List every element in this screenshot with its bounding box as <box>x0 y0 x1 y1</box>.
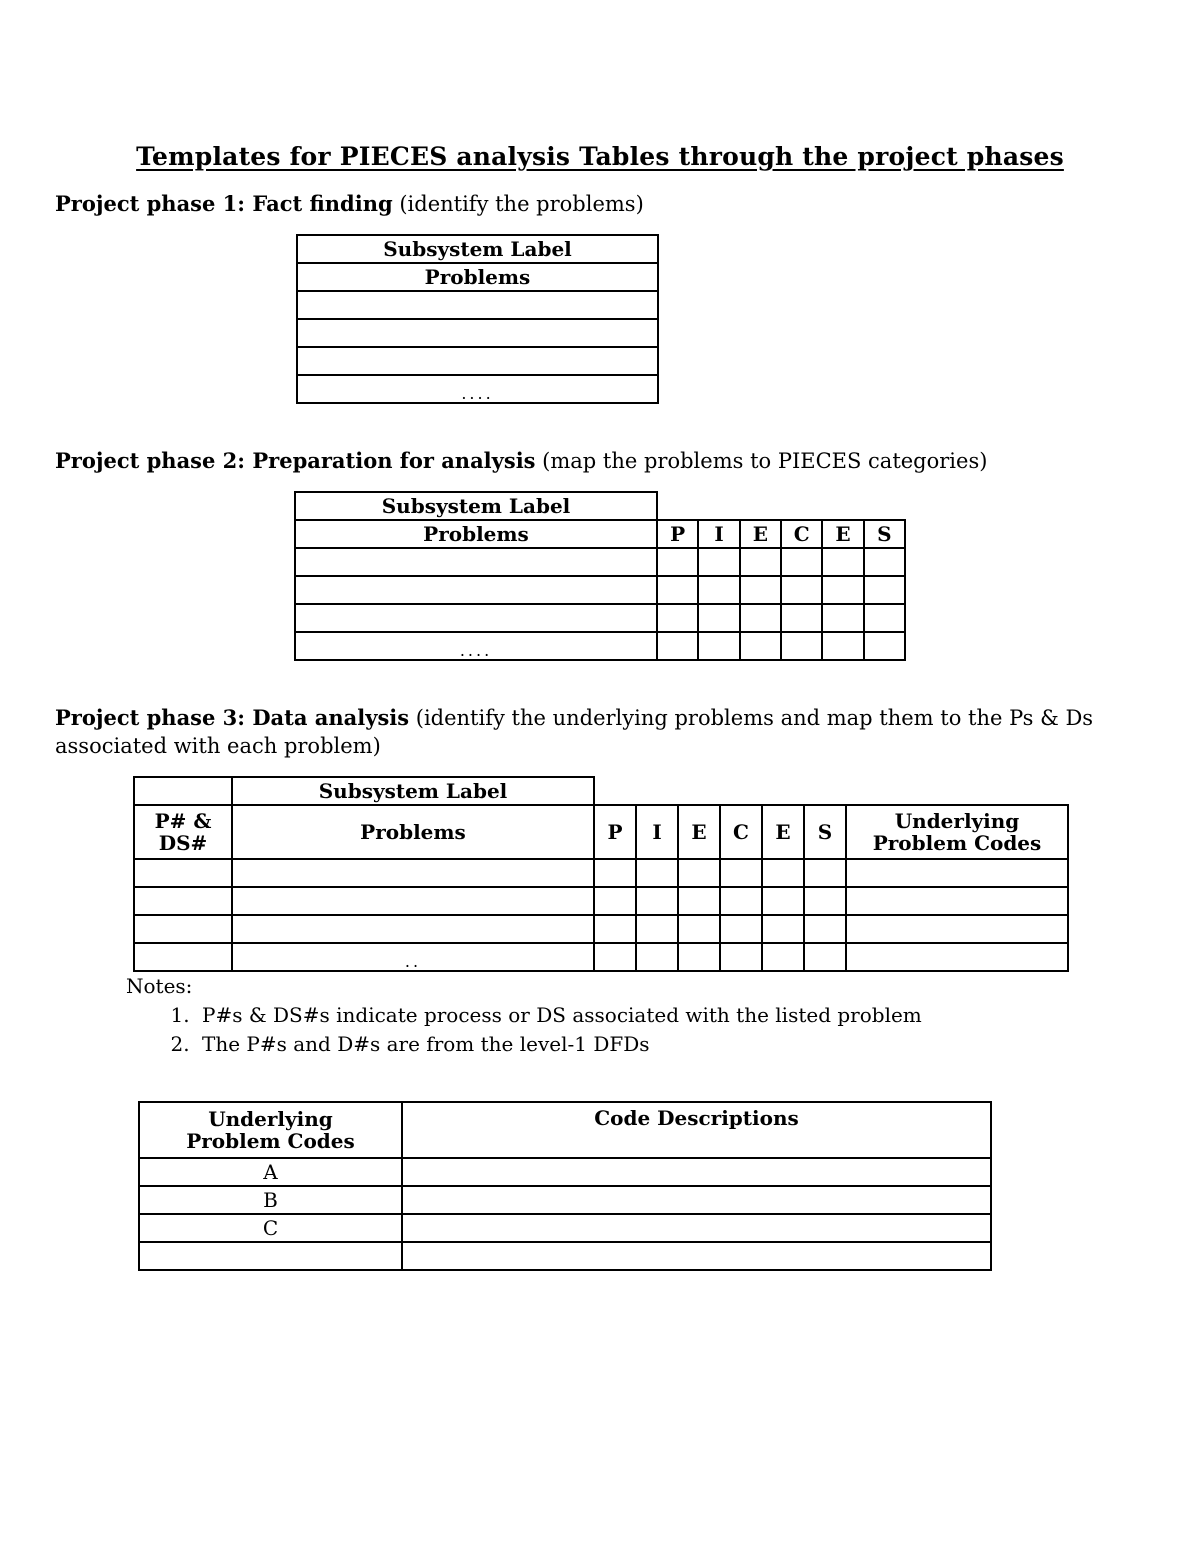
phase3-pds-cell[interactable] <box>134 943 232 971</box>
phase3-pds-header: P# & DS# <box>134 805 232 859</box>
page-title: Templates for PIECES analysis Tables through the project phases <box>136 142 1064 171</box>
code-description-cell[interactable] <box>402 1186 991 1214</box>
phase2-heading <box>55 447 987 475</box>
phase3-table <box>133 776 1069 972</box>
phase3-code-cell[interactable] <box>846 943 1068 971</box>
phase2-check-cell[interactable] <box>864 604 905 632</box>
phase3-heading-rest: (identify the underlying problems and map them to the Ps & Ds associated with each problem) <box>55 706 1094 758</box>
phase2-check-cell[interactable] <box>781 576 822 604</box>
note-item: 1. P#s & DS#s indicate process or DS associated with the listed problem <box>196 1001 922 1030</box>
phase2-check-cell[interactable] <box>781 548 822 576</box>
phase3-pieces-c: C <box>720 805 762 859</box>
phase3-check-cell[interactable] <box>678 859 720 887</box>
phase2-check-cell[interactable] <box>657 548 698 576</box>
phase2-check-cell[interactable] <box>740 548 781 576</box>
phase3-problem-cell[interactable] <box>232 887 594 915</box>
note-item: 2. The P#s and D#s are from the level-1 DFDs <box>196 1030 922 1059</box>
phase1-problems-header: Problems <box>297 263 658 291</box>
phase1-heading <box>55 190 644 218</box>
phase3-code-cell[interactable] <box>846 887 1068 915</box>
phase2-check-cell[interactable] <box>740 604 781 632</box>
phase3-pieces-i: I <box>636 805 678 859</box>
phase3-pieces-e: E <box>678 805 720 859</box>
codes-col2-header: Code Descriptions <box>402 1102 991 1158</box>
phase2-check-cell[interactable] <box>740 632 781 660</box>
phase3-check-cell[interactable] <box>720 859 762 887</box>
phase2-check-cell[interactable] <box>698 632 739 660</box>
phase2-subsystem-label: Subsystem Label <box>295 492 657 520</box>
phase3-check-cell[interactable] <box>636 859 678 887</box>
phase3-pds-cell[interactable] <box>134 915 232 943</box>
code-cell: C <box>139 1214 402 1242</box>
notes-label: Notes: <box>126 974 193 998</box>
phase2-check-cell[interactable] <box>698 576 739 604</box>
phase3-check-cell[interactable] <box>636 943 678 971</box>
phase2-check-cell[interactable] <box>822 632 863 660</box>
phase3-check-cell[interactable] <box>762 915 804 943</box>
phase3-check-cell[interactable] <box>636 915 678 943</box>
phase3-code-cell[interactable] <box>846 859 1068 887</box>
code-cell[interactable] <box>139 1242 402 1270</box>
phase3-problems-header: Problems <box>232 805 594 859</box>
phase3-check-cell[interactable] <box>678 915 720 943</box>
phase2-pieces-e2: E <box>822 520 863 548</box>
phase3-pieces-p: P <box>594 805 636 859</box>
phase2-table <box>294 491 906 661</box>
phase3-codes-header: Underlying Problem Codes <box>846 805 1068 859</box>
phase2-check-cell[interactable] <box>657 632 698 660</box>
phase1-problem-cell[interactable] <box>297 347 658 375</box>
phase2-check-cell[interactable] <box>657 604 698 632</box>
phase3-check-cell[interactable] <box>804 943 846 971</box>
phase3-check-cell[interactable] <box>762 859 804 887</box>
phase3-check-cell[interactable] <box>678 943 720 971</box>
phase3-check-cell[interactable] <box>762 943 804 971</box>
phase3-heading-bold: Project phase 3: Data analysis <box>55 705 410 730</box>
phase2-problem-cell[interactable] <box>295 604 657 632</box>
phase3-ellipsis: .. <box>232 943 594 971</box>
phase2-ellipsis: .... <box>295 632 657 660</box>
phase1-subsystem-label: Subsystem Label <box>297 235 658 263</box>
phase2-problem-cell[interactable] <box>295 548 657 576</box>
phase3-check-cell[interactable] <box>720 887 762 915</box>
phase1-problem-cell[interactable] <box>297 291 658 319</box>
phase2-problem-cell[interactable] <box>295 576 657 604</box>
phase2-check-cell[interactable] <box>822 576 863 604</box>
phase2-pieces-c: C <box>781 520 822 548</box>
phase3-pieces-s: S <box>804 805 846 859</box>
phase2-check-cell[interactable] <box>822 604 863 632</box>
phase3-check-cell[interactable] <box>678 887 720 915</box>
phase2-check-cell[interactable] <box>781 632 822 660</box>
phase3-check-cell[interactable] <box>720 915 762 943</box>
phase2-check-cell[interactable] <box>781 604 822 632</box>
phase3-problem-cell[interactable] <box>232 859 594 887</box>
phase2-check-cell[interactable] <box>864 576 905 604</box>
phase2-pieces-i: I <box>698 520 739 548</box>
phase2-check-cell[interactable] <box>698 548 739 576</box>
phase2-pieces-p: P <box>657 520 698 548</box>
phase3-check-cell[interactable] <box>594 859 636 887</box>
phase2-problems-header: Problems <box>295 520 657 548</box>
phase3-check-cell[interactable] <box>720 943 762 971</box>
phase1-problem-cell[interactable] <box>297 319 658 347</box>
phase3-check-cell[interactable] <box>804 887 846 915</box>
phase3-check-cell[interactable] <box>762 887 804 915</box>
phase3-check-cell[interactable] <box>594 915 636 943</box>
code-description-cell[interactable] <box>402 1214 991 1242</box>
phase3-pds-cell[interactable] <box>134 859 232 887</box>
phase2-check-cell[interactable] <box>864 548 905 576</box>
codes-table <box>138 1101 992 1271</box>
phase3-subsystem-label: Subsystem Label <box>232 777 594 805</box>
notes-list <box>126 1001 922 1059</box>
phase3-pds-cell[interactable] <box>134 887 232 915</box>
notes <box>126 972 922 1059</box>
phase3-code-cell[interactable] <box>846 915 1068 943</box>
phase3-check-cell[interactable] <box>594 887 636 915</box>
phase2-check-cell[interactable] <box>698 604 739 632</box>
phase3-check-cell[interactable] <box>636 887 678 915</box>
phase3-check-cell[interactable] <box>804 915 846 943</box>
phase3-check-cell[interactable] <box>594 943 636 971</box>
phase2-check-cell[interactable] <box>822 548 863 576</box>
codes-col1-header: Underlying Problem Codes <box>139 1102 402 1158</box>
code-cell: B <box>139 1186 402 1214</box>
phase1-heading-rest: (identify the problems) <box>392 192 644 216</box>
code-description-cell[interactable] <box>402 1242 991 1270</box>
phase3-problem-cell[interactable] <box>232 915 594 943</box>
phase1-ellipsis: .... <box>297 375 658 403</box>
phase1-heading-bold: Project phase 1: Fact finding <box>55 191 393 216</box>
phase2-pieces-e: E <box>740 520 781 548</box>
phase2-pieces-s: S <box>864 520 905 548</box>
code-description-cell[interactable] <box>402 1158 991 1186</box>
phase3-check-cell[interactable] <box>804 859 846 887</box>
code-cell: A <box>139 1158 402 1186</box>
phase3-pieces-e2: E <box>762 805 804 859</box>
phase2-check-cell[interactable] <box>657 576 698 604</box>
phase1-table <box>296 234 659 404</box>
phase2-check-cell[interactable] <box>740 576 781 604</box>
phase2-heading-rest: (map the problems to PIECES categories) <box>535 449 988 473</box>
phase3-heading <box>55 704 1145 760</box>
phase2-heading-bold: Project phase 2: Preparation for analysis <box>55 448 536 473</box>
phase2-check-cell[interactable] <box>864 632 905 660</box>
